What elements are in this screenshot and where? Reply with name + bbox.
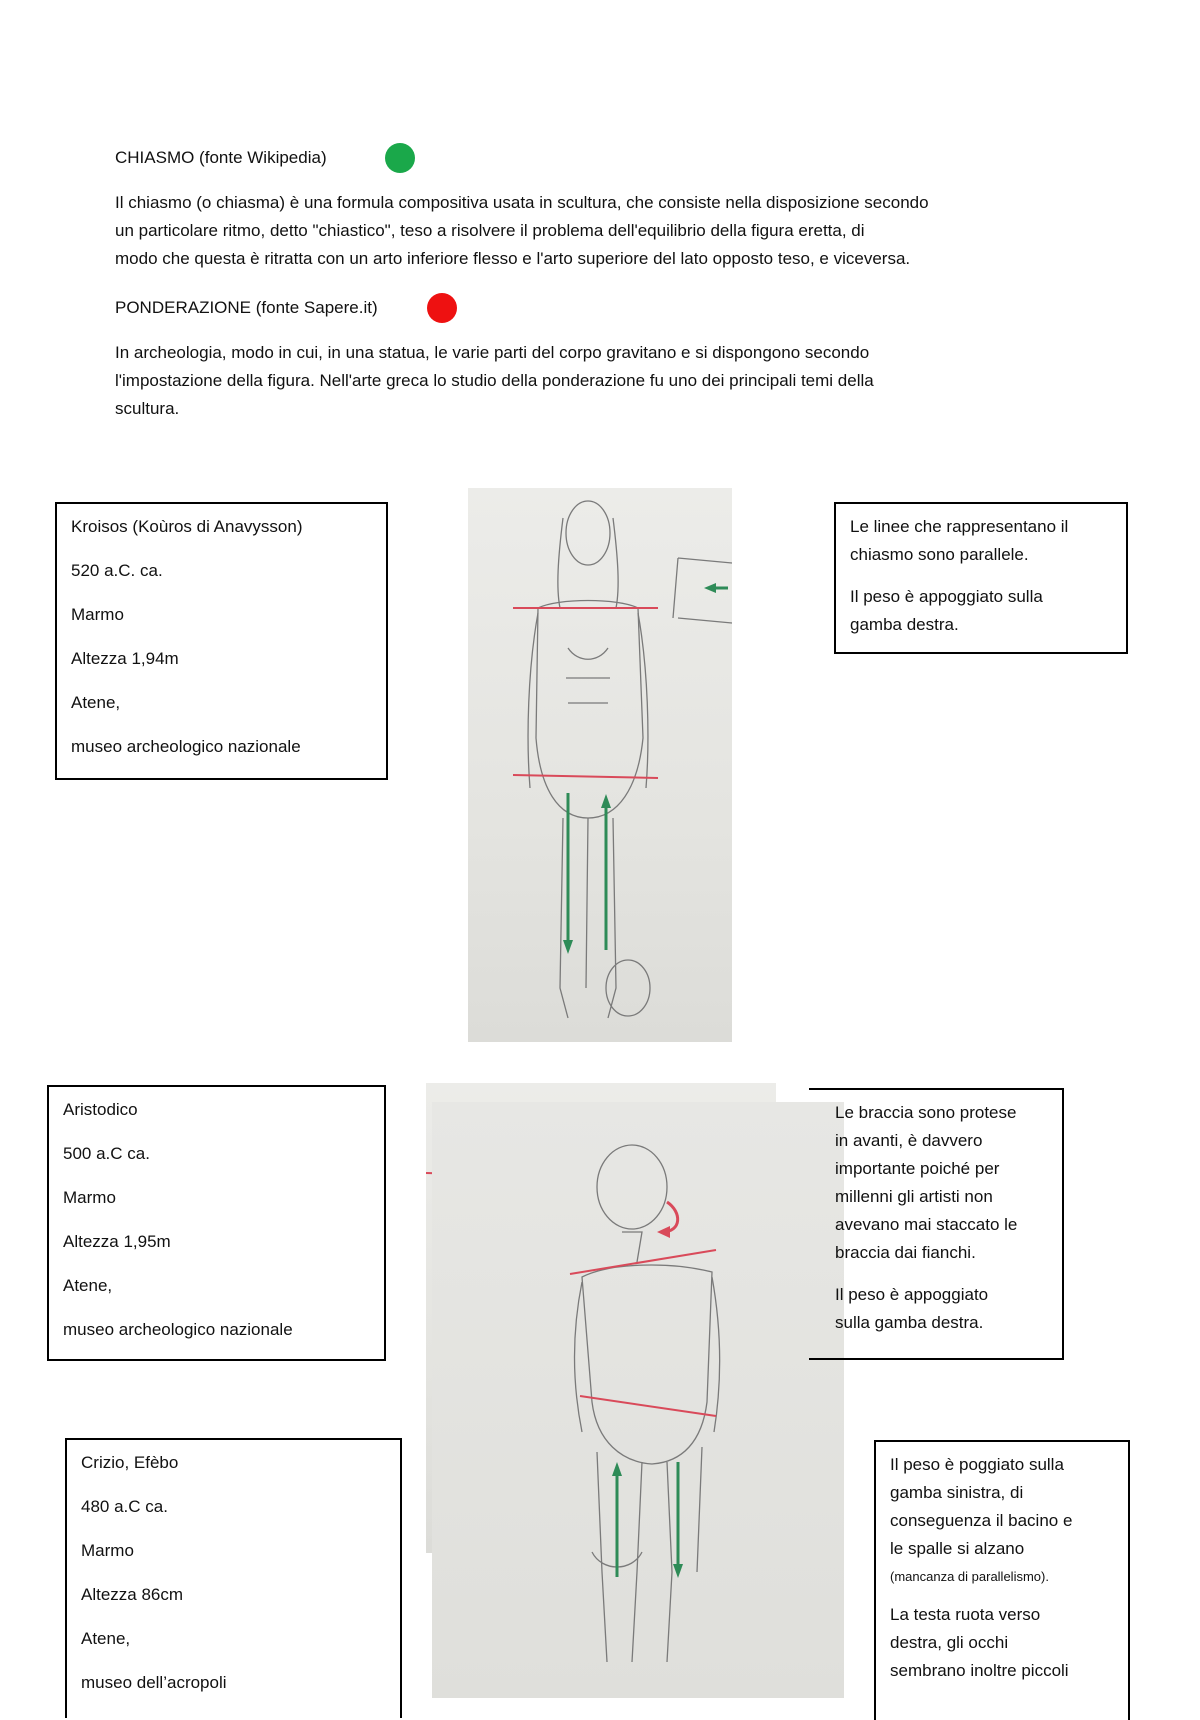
chiasmo-line: modo che questa è ritratta con un arto inferiore flesso e l'arto superiore del lato opposto teso, e viceversa. [115,249,911,268]
ponderazione-line: scultura. [115,399,180,418]
note-line: gamba destra. [850,615,959,634]
note-line: Le braccia sono protese [835,1103,1017,1122]
statue-name: Aristodico [63,1100,138,1119]
note-line: Il peso è appoggiato [835,1285,989,1304]
note-line: sembrano inoltre piccoli [890,1661,1069,1680]
note-line: chiasmo sono parallele. [850,545,1029,564]
note-line: gamba sinistra, di [890,1483,1024,1502]
statue-date: 480 a.C ca. [81,1497,168,1516]
aristodico-info-box [47,1085,386,1361]
ponderazione-line: l'impostazione della figura. Nell'arte greca lo studio della ponderazione fu uno dei principali temi della [115,371,874,390]
note-line: Le linee che rappresentano il [850,517,1069,536]
statue-material: Marmo [81,1541,134,1560]
statue-height: Altezza 1,94m [71,649,179,668]
note-line: millenni gli artisti non [835,1187,993,1206]
crizio-note-box [874,1440,1130,1720]
chiasmo-heading: CHIASMO (fonte Wikipedia) [115,148,327,167]
note-line: Il peso è appoggiato sulla [850,587,1043,606]
crizio-info-box [65,1438,402,1718]
statue-height: Altezza 1,95m [63,1232,171,1251]
statue-height: Altezza 86cm [81,1585,184,1604]
statue-city: Atene, [71,693,121,712]
statue-date: 520 a.C. ca. [71,561,163,580]
note-line: destra, gli occhi [890,1633,1009,1652]
statue-material: Marmo [63,1188,116,1207]
note-line: le spalle si alzano [890,1539,1025,1558]
note-line: avevano mai staccato le [835,1215,1018,1234]
ponderazione-line: In archeologia, modo in cui, in una statua, le varie parti del corpo gravitano e si dispongono secondo [115,343,870,362]
kroisos-sketch-photo [468,488,732,1042]
ponderazione-definition [115,339,1115,423]
chiasmo-definition [115,189,1115,273]
green-dot-indicator [385,143,415,173]
note-line: sulla gamba destra. [835,1313,984,1332]
note-line: Il peso è poggiato sulla [890,1455,1064,1474]
note-line: in avanti, è davvero [835,1131,983,1150]
note-line: (mancanza di parallelismo). [890,1569,1049,1584]
statue-city: Atene, [63,1276,113,1295]
note-line: La testa ruota verso [890,1605,1041,1624]
statue-name: Kroisos (Koùros di Anavysson) [71,517,303,536]
statue-date: 500 a.C ca. [63,1144,150,1163]
chiasmo-line: un particolare ritmo, detto "chiastico", teso a risolvere il problema dell'equilibrio della figura eretta, di [115,221,865,240]
statue-museum: museo dell’acropoli [81,1673,227,1692]
chiasmo-line: Il chiasmo (o chiasma) è una formula compositiva usata in scultura, che consiste nella disposizione secondo [115,193,929,212]
kroisos-note-box [834,502,1128,654]
statue-name: Crizio, Efèbo [81,1453,179,1472]
red-dot-indicator [427,293,457,323]
note-line: conseguenza il bacino e [890,1511,1073,1530]
kroisos-info-box [55,502,388,780]
note-line: importante poiché per [835,1159,1000,1178]
ponderazione-heading: PONDERAZIONE (fonte Sapere.it) [115,298,378,317]
statue-material: Marmo [71,605,124,624]
crizio-sketch-photo [432,1102,844,1698]
aristodico-note-box [809,1088,1064,1360]
statue-city: Atene, [81,1629,131,1648]
note-line: braccia dai fianchi. [835,1243,976,1262]
statue-museum: museo archeologico nazionale [71,737,301,756]
statue-museum: museo archeologico nazionale [63,1320,293,1339]
